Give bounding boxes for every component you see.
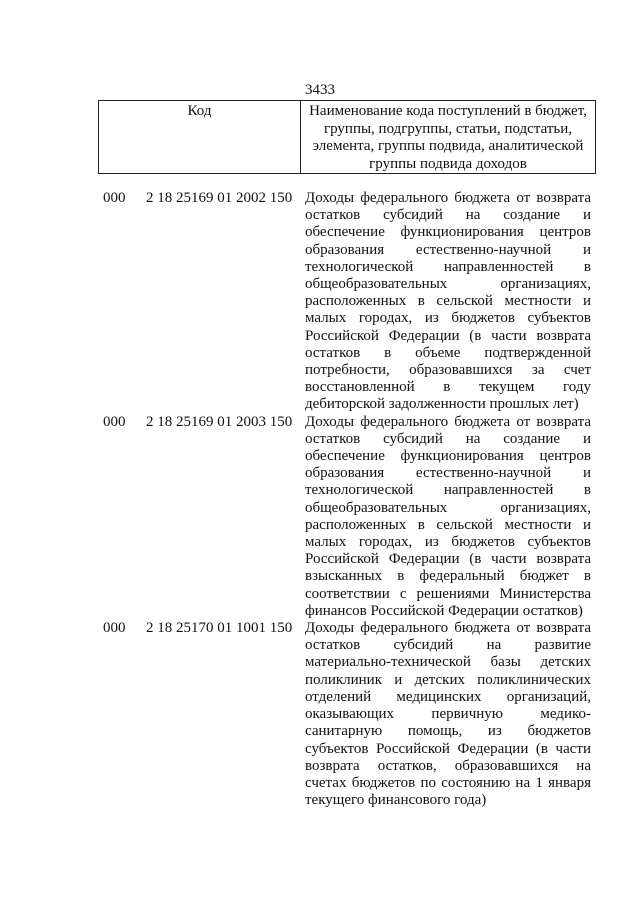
table-row xyxy=(0,620,640,809)
row-admin-code: 000 xyxy=(103,190,126,206)
page-number: 3433 xyxy=(305,82,335,98)
row-admin-code: 000 xyxy=(103,620,126,637)
table-row xyxy=(0,190,640,414)
table-body xyxy=(0,190,640,809)
row-description: Доходы федерального бюджета от возврата остатков субсидий на создание и обеспечение функционирования центров образования естественно-научной и технологической направленностей в общеобразовательных организациях, расположенных в сельской местности и малых городах, из бюджетов субъектов Российской Федерации (в части возврата остатков в объеме подтвержденной потребности, образовавшихся за счет восстановленной в текущем году дебиторской задолженности прошлых лет) xyxy=(305,190,591,413)
row-admin-code: 000 xyxy=(103,413,126,430)
header-code-label: Код xyxy=(99,101,301,173)
header-name-label: Наименование кода поступлений в бюджет, группы, подгруппы, статьи, подстатьи, элемента, группы подвида, аналитической группы подвида доходов xyxy=(309,103,587,172)
row-description: Доходы федерального бюджета от возврата остатков субсидий на создание и обеспечение функционирования центров образования естественно-научной и технологической направленностей в общеобразовательных организациях, расположенных в сельской местности и малых городах, из бюджетов субъектов Российской Федерации (в части возврата взысканных в федеральный бюджет в соответствии с решениями Министерства финансов Российской Федерации остатков) xyxy=(305,413,591,619)
table-row xyxy=(0,414,640,620)
row-revenue-code: 2 18 25169 01 2003 150 xyxy=(146,413,293,430)
row-revenue-code: 2 18 25169 01 2002 150 xyxy=(146,190,293,206)
table-header xyxy=(98,100,596,174)
row-description: Доходы федерального бюджета от возврата остатков субсидий на развитие материально-технической базы детских поликлиник и детских поликлинических отделений медицинских организаций, оказывающих первичную медико-санитарную помощь, из бюджетов субъектов Российской Федерации (в части возврата остатков, образовавшихся на счетах бюджетов по состоянию на 1 января текущего финансового года) xyxy=(305,620,591,809)
row-revenue-code: 2 18 25170 01 1001 150 xyxy=(146,620,293,637)
